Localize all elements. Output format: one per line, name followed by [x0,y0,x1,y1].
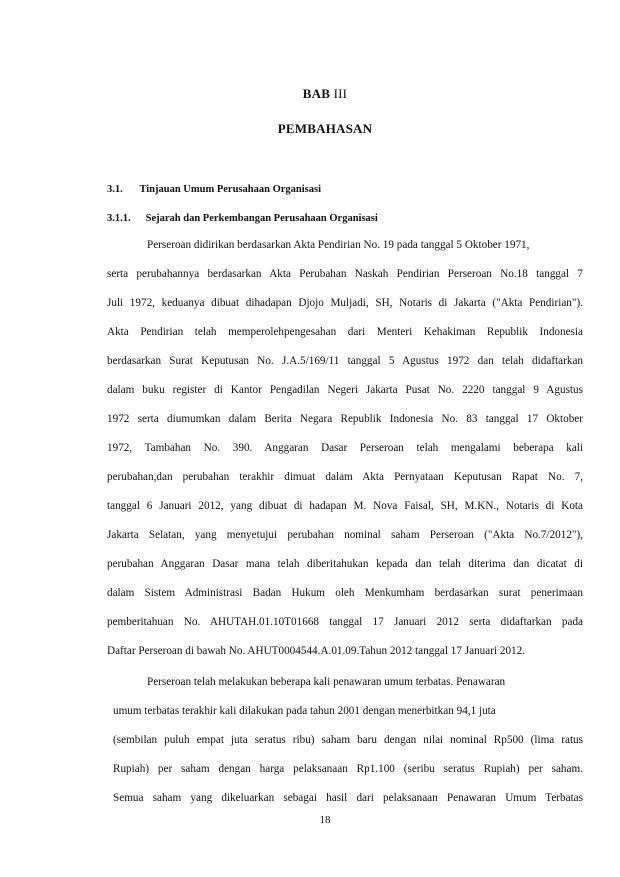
paragraph-line: dalam Sistem Administrasi Badan Hukum oleh Menkumham berdasarkan surat penerimaan [107,587,583,599]
paragraph-line: Juli 1972, keduanya dibuat dihadapan Djojo Muljadi, SH, Notaris di Jakarta ("Akta Pendirian"). [107,297,583,309]
section-heading-3-1 [107,184,321,195]
paragraph-line: 1972 serta diumumkan dalam Berita Negara Republik Indonesia No. 83 tanggal 17 Oktober [107,413,583,425]
section-title: Tinjauan Umum Perusahaan Organisasi [139,184,321,195]
paragraph-line: tanggal 6 Januari 2012, yang dibuat di hadapan M. Nova Faisal, SH, M.KN., Notaris di Kota [107,500,583,512]
section-number: 3.1. [107,184,123,195]
paragraph-line: umum terbatas terakhir kali dilakukan pada tahun 2001 dengan menerbitkan 94,1 juta [113,705,496,717]
paragraph-line: pemberitahuan No. AHUTAH.01.10T01668 tanggal 17 Januari 2012 serta didaftarkan pada [107,616,583,628]
section-heading-3-1-1 [107,213,378,224]
paragraph-line: 1972, Tambahan No. 390. Anggaran Dasar Perseroan telah mengalami beberapa kali [107,442,583,454]
paragraph-line: (sembilan puluh empat juta seratus ribu) saham baru dengan nilai nominal Rp500 (lima ratus [113,734,583,746]
page-number: 18 [319,814,331,826]
paragraph-line: Perseroan telah melakukan beberapa kali penawaran umum terbatas. Penawaran [147,676,506,688]
paragraph-line: Jakarta Selatan, yang menyetujui perubahan nominal saham Perseroan ("Akta No.7/2012"), [107,529,583,541]
paragraph-line: dalam buku register di Kantor Pengadilan Negeri Jakarta Pusat No. 2220 tanggal 9 Agustus [107,384,583,396]
paragraph-line: Semua saham yang dikeluarkan sebagai hasil dari pelaksanaan Penawaran Umum Terbatas [113,792,583,804]
paragraph-line: Daftar Perseroan di bawah No. AHUT0004544.A.01.09.Tahun 2012 tanggal 17 Januari 2012. [107,645,526,657]
section-title: Sejarah dan Perkembangan Perusahaan Organisasi [145,213,378,224]
paragraph-line: serta perubahannya berdasarkan Akta Perubahan Naskah Pendirian Perseroan No.18 tanggal 7 [107,268,583,280]
paragraph-line: Akta Pendirian telah memperolehpengesahan dari Menteri Kehakiman Republik Indonesia [107,326,583,338]
paragraph-line: Rupiah) per saham dengan harga pelaksanaan Rp1.100 (seribu seratus Rupiah) per saham. [113,763,583,775]
paragraph-line: perubahan,dan perubahan terakhir dimuat dalam Akta Pernyataan Keputusan Rapat No. 7, [107,471,583,483]
chapter-heading [0,86,620,102]
chapter-label: BAB [302,86,331,101]
chapter-number: III [333,86,348,101]
paragraph-line: berdasarkan Surat Keputusan No. J.A.5/169/11 tanggal 5 Agustus 1972 dan telah didaftarkan [107,355,583,367]
paragraph-line: Perseroan didirikan berdasarkan Akta Pendirian No. 19 pada tanggal 5 Oktober 1971, [147,239,530,251]
chapter-title: PEMBAHASAN [277,121,373,136]
section-number: 3.1.1. [107,213,131,224]
paragraph-line: perubahan Anggaran Dasar mana telah diberitahukan kepada dan telah diterima dan dicatat di [107,558,583,570]
